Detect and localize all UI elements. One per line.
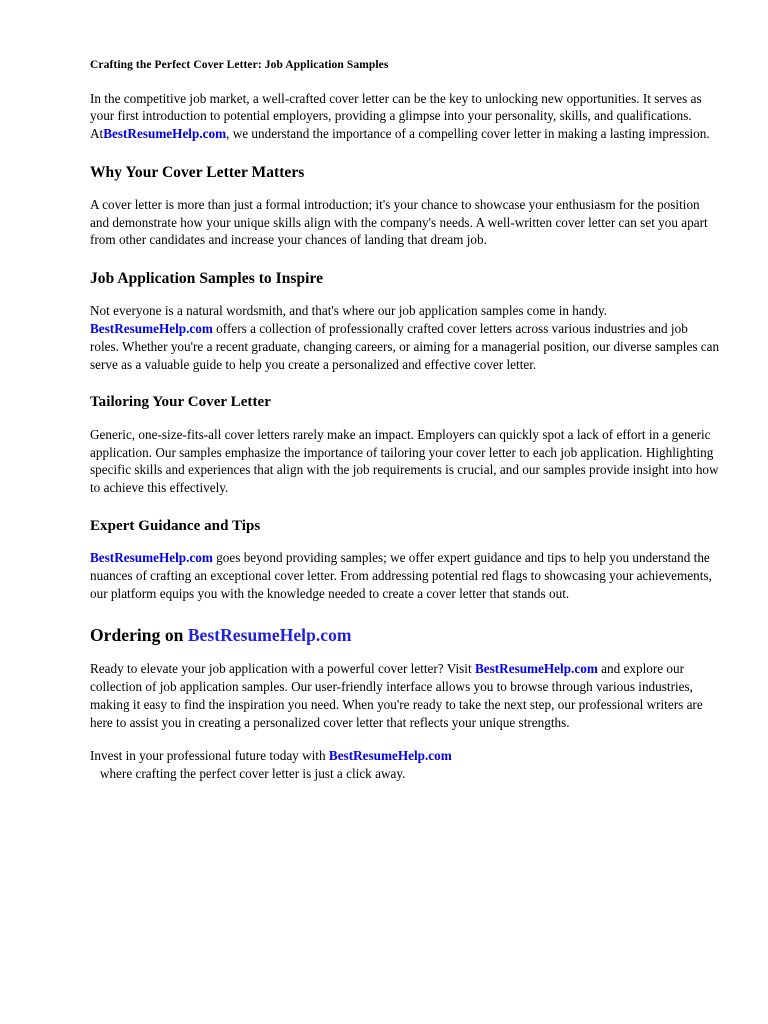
ordering-heading-prefix: Ordering on	[90, 624, 188, 645]
section-body-expert-guidance	[90, 549, 720, 602]
closing-text-part2: where crafting the perfect cover letter is just a click away.	[90, 766, 406, 782]
brand-link-heading[interactable]: BestResumeHelp.com	[187, 624, 352, 645]
document-title: Crafting the Perfect Cover Letter: Job Application Samples	[90, 59, 389, 71]
intro-text-part1: In the competitive job market, a well-crafted cover letter can be the key to unlocking new opportunities. It serves as your first introduction to potential employers, providing a glimpse into your personality, skills, and qualifications. At	[90, 90, 702, 142]
section-heading-expert-guidance: Expert Guidance and Tips	[90, 517, 261, 534]
document-body	[90, 58, 720, 783]
brand-link[interactable]: BestResumeHelp.com	[103, 126, 227, 142]
brand-link[interactable]: BestResumeHelp.com	[474, 661, 598, 677]
intro-text-part2: , we understand the importance of a compelling cover letter in making a lasting impression.	[226, 126, 710, 142]
expert-text-part2: goes beyond providing samples; we offer expert guidance and tips to help you understand the nuances of crafting an exceptional cover letter. From addressing potential red flags to showcasing your achievements, our platform equips you with the knowledge needed to create a cover letter that stands out.	[90, 550, 712, 601]
closing-paragraph	[90, 747, 720, 783]
section-body-samples-inspire	[90, 302, 720, 373]
section-heading-ordering	[90, 624, 720, 647]
ordering-text-part2: and explore our collection of job application samples. Our user-friendly interface allows you to browse through various industries, making it easy to find the inspiration you need. When you're ready to take the next step, our professional writers are here to assist you in creating a personalized cover letter that reflects your unique strengths.	[90, 661, 703, 730]
samples-text-part2: offers a collection of professionally crafted cover letters across various industries and job roles. Whether you're a recent graduate, changing careers, or aiming for a managerial position, our diverse samples can serve as a valuable guide to help you create a personalized and effective cover letter.	[90, 321, 720, 372]
section-heading-why-matters: Why Your Cover Letter Matters	[90, 163, 305, 181]
closing-text-part1: Invest in your professional future today with	[90, 748, 329, 764]
brand-link[interactable]: BestResumeHelp.com	[328, 748, 452, 764]
samples-text-part1: Not everyone is a natural wordsmith, and that's where our job application samples come in handy.	[90, 303, 608, 319]
intro-paragraph	[90, 90, 720, 143]
brand-link[interactable]: BestResumeHelp.com	[90, 550, 213, 566]
section-heading-samples-inspire: Job Application Samples to Inspire	[90, 270, 324, 288]
section-body-ordering	[90, 660, 720, 731]
ordering-text-part1: Ready to elevate your job application with a powerful cover letter? Visit	[90, 661, 475, 677]
section-body-tailoring: Generic, one-size-fits-all cover letters rarely make an impact. Employers can quickly spot a lack of effort in a generic application. Our samples emphasize the importance of tailoring your cover letter to each job application. Highlighting specific skills and experiences that align with the job requirements is crucial, and our samples provide insight into how to achieve this effectively.	[90, 426, 719, 496]
brand-link[interactable]: BestResumeHelp.com	[90, 321, 213, 337]
section-heading-tailoring: Tailoring Your Cover Letter	[90, 394, 271, 411]
section-body-why-matters: A cover letter is more than just a formal introduction; it's your chance to showcase your enthusiasm for the position and demonstrate how your unique skills align with the company's needs. A well-written cover letter can set you apart from other candidates and increase your chances of landing that dream job.	[90, 196, 708, 248]
